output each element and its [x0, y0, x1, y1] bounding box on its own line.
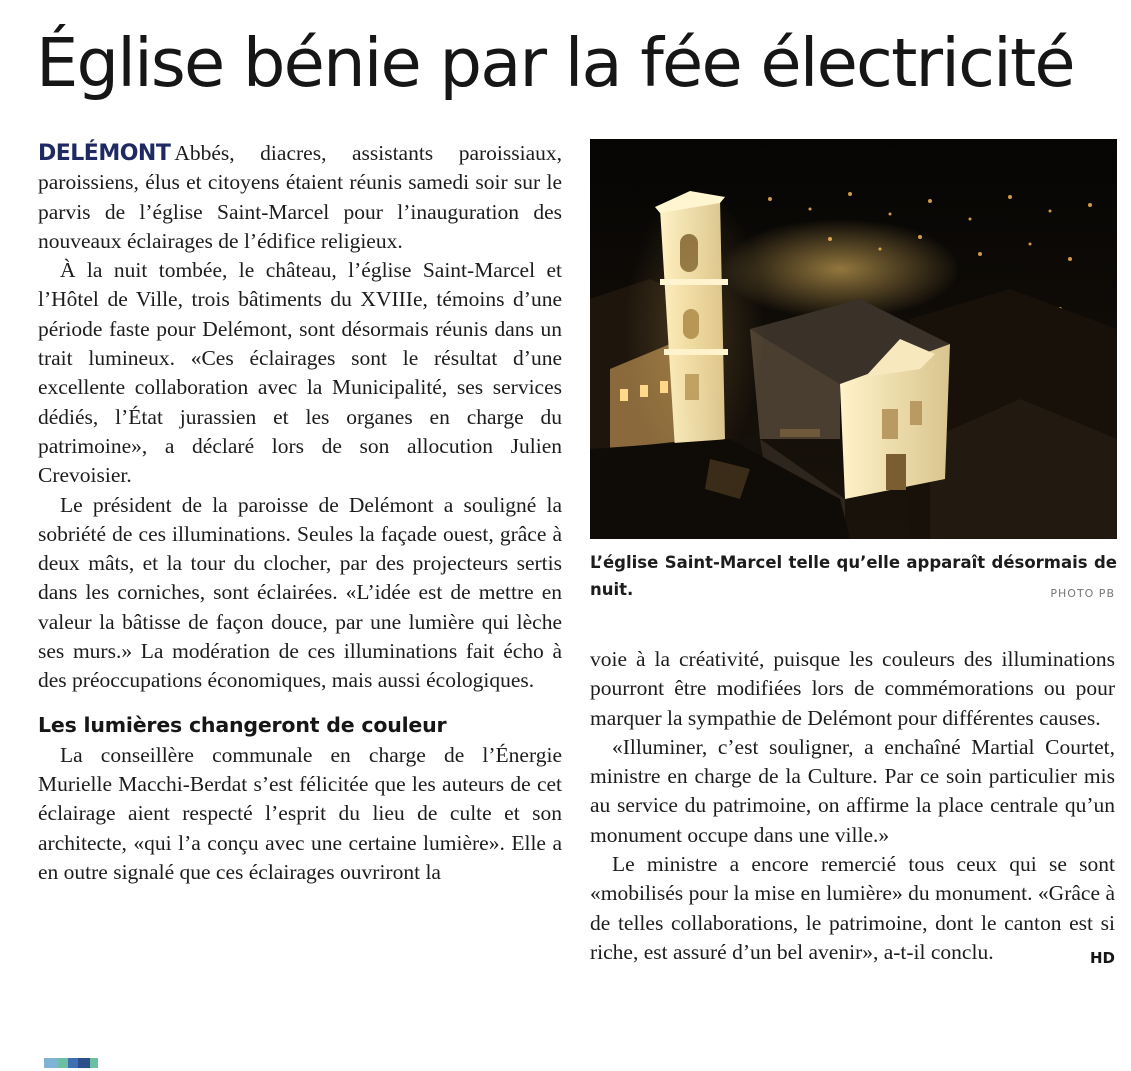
- church-night-photo: [590, 139, 1117, 539]
- subheading: Les lumières changeront de couleur: [38, 712, 447, 737]
- headline: Église bénie par la fée électricité: [36, 24, 1074, 102]
- body-paragraph-3: Le président de la paroisse de Delémont a souligné la sobriété de ces illuminations. Seules la façade ouest, grâce à deux mâts, et la tour du clocher, par des projecteurs sertis dans les corniches, sont éclairées. «L’idée est de mettre en valeur la bâtisse de façon douce, par une lumière qui lèche ses murs.» La modération de ces illuminations fait écho à des préoccupations économiques, mais aussi écologiques.: [38, 492, 562, 693]
- article-column-left: [38, 139, 562, 887]
- body-paragraph-6: «Illuminer, c’est souligner, a enchaîné Martial Courtet, ministre en charge de la Culture. Par ce soin particulier mis au service du patrimoine, on affirme la place centrale qu’un monument occupe dans une ville.»: [590, 734, 1115, 847]
- photo-credit: PHOTO PB: [1050, 587, 1115, 600]
- article-column-right: [590, 645, 1115, 973]
- lead-text: Abbés, diacres, assistants paroissiaux, paroissiens, élus et citoyens étaient réunis samedi soir sur le parvis de l’église Saint-Marcel pour l’inauguration des nouveaux éclairages de l’édifice religieux.: [38, 141, 562, 253]
- body-paragraph-5: voie à la créativité, puisque les couleurs des illuminations pourront être modifiées lors de commémorations ou pour marquer la sympathie de Delémont pour différentes causes.: [590, 647, 1115, 730]
- closing-text: Le ministre a encore remercié tous ceux qui se sont «mobilisés pour la mise en lumière» du monument. «Grâce à de telles collaborations, le patrimoine, dont le canton est si riche, est assuré d’un bel avenir», a-t-il conclu.: [590, 852, 1115, 964]
- lead-paragraph: [38, 139, 562, 256]
- church-night-illustration: [590, 139, 1117, 539]
- body-paragraph-2: À la nuit tombée, le château, l’église Saint-Marcel et l’Hôtel de Ville, trois bâtiments du XVIIIe, témoins d’une période faste pour Delémont, sont désormais réunis dans un trait lumineux. «Ces éclairages sont le résultat d’une excellente collaboration avec la Municipalité, ses services dédiés, l’État jurassien et les organes en charge du patrimoine», a déclaré lors de son allocution Julien Crevoisier.: [38, 258, 562, 488]
- body-paragraph-4: La conseillère communale en charge de l’Énergie Murielle Macchi-Berdat s’est félicitée que les auteurs de cet éclairage aient respecté l’esprit du lieu de culte et son architecte, «qui l’a conçu avec une certaine lumière». Elle a en outre signalé que ces éclairages ouvriront la: [38, 742, 562, 884]
- color-strip-decoration: [44, 1058, 124, 1068]
- dateline: DELÉMONT: [38, 141, 171, 166]
- author-signature: HD: [1089, 948, 1115, 967]
- photo-caption: L’église Saint-Marcel telle qu’elle apparaît désormais de nuit.: [590, 553, 1117, 599]
- body-paragraph-7: [590, 850, 1115, 967]
